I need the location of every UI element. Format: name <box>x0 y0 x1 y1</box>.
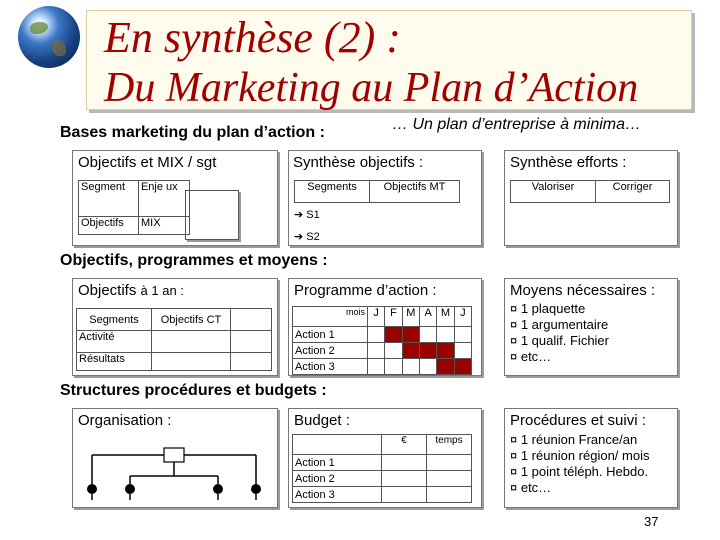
moyens-header: Moyens nécessaires : <box>510 282 656 299</box>
mix-shadow-box <box>185 190 239 240</box>
cell-objectifs: Objectifs <box>79 217 139 235</box>
org-top-box <box>164 448 184 462</box>
cell-segment: Segment <box>79 181 139 217</box>
gantt-table <box>292 306 472 375</box>
row-resultats: Résultats <box>77 353 152 371</box>
page-number: 37 <box>644 514 659 529</box>
section1-heading: Bases marketing du plan d’action : <box>60 124 325 141</box>
month-3: M <box>402 307 419 327</box>
org-node <box>125 484 135 494</box>
section1-tagline: … Un plan d’entreprise à minima… <box>392 116 641 133</box>
gantt-bar <box>402 343 419 359</box>
list-item: ¤ etc… <box>510 349 552 364</box>
budget-col-temps: temps <box>427 435 472 455</box>
list-item: ¤ 1 argumentaire <box>510 317 609 332</box>
synthese-objectifs-header: Synthèse objectifs : <box>293 154 424 171</box>
gantt-mois-label: mois <box>293 307 368 327</box>
organisation-header: Organisation : <box>78 412 172 429</box>
procedures-header: Procédures et suivi : <box>510 412 646 429</box>
month-6: J <box>454 307 471 327</box>
s2-label: ➔ S2 <box>294 231 320 243</box>
row-activite: Activité <box>77 331 152 353</box>
gantt-action-2: Action 2 <box>293 343 368 359</box>
col-segments: Segments <box>295 181 370 203</box>
globe-land-shape-2 <box>52 40 66 56</box>
globe-icon <box>18 6 80 68</box>
gantt-bar <box>437 359 454 375</box>
gantt-bar <box>419 343 436 359</box>
gantt-bar <box>454 359 471 375</box>
month-2: F <box>385 307 402 327</box>
col-corriger: Corriger <box>596 181 670 203</box>
procedures-list <box>510 432 649 496</box>
list-item: ¤ etc… <box>510 480 552 495</box>
org-node <box>87 484 97 494</box>
col-objectifs-ct: Objectifs CT <box>152 309 231 331</box>
list-item: ¤ 1 réunion France/an <box>510 432 638 447</box>
objectifs-an-header: Objectifs à 1 an : <box>78 282 184 299</box>
list-item: ¤ 1 réunion région/ mois <box>510 448 650 463</box>
col-segments-2: Segments <box>77 309 152 331</box>
budget-col-euro: € <box>382 435 427 455</box>
arrow-right-icon: ➔ <box>294 209 304 221</box>
budget-action-2: Action 2 <box>293 471 382 487</box>
list-item: ¤ 1 point téléph. Hebdo. <box>510 464 649 479</box>
section2-heading: Objectifs, programmes et moyens : <box>60 252 328 269</box>
synthese-efforts-table <box>510 180 670 203</box>
title-line-2: Du Marketing au Plan d’Action <box>104 65 639 111</box>
cell-mix: MIX <box>138 217 189 235</box>
col-objectifs-mt: Objectifs MT <box>370 181 460 203</box>
org-chart-diagram <box>78 434 274 504</box>
gantt-bar <box>385 327 402 343</box>
org-node <box>213 484 223 494</box>
list-item: ¤ 1 qualif. Fichier <box>510 333 609 348</box>
objectifs-mix-table <box>78 180 190 235</box>
synthese-efforts-header: Synthèse efforts : <box>510 154 627 171</box>
title-line-1: En synthèse (2) : <box>104 13 401 62</box>
section3-heading: Structures procédures et budgets : <box>60 382 327 399</box>
month-4: A <box>419 307 436 327</box>
month-1: J <box>368 307 385 327</box>
month-5: M <box>437 307 454 327</box>
budget-action-3: Action 3 <box>293 487 382 503</box>
gantt-action-3: Action 3 <box>293 359 368 375</box>
gantt-bar <box>402 327 419 343</box>
programme-header: Programme d’action : <box>294 282 437 299</box>
objectifs-mix-header: Objectifs et MIX / sgt <box>78 154 217 171</box>
gantt-action-1: Action 1 <box>293 327 368 343</box>
budget-table <box>292 434 472 503</box>
arrow-right-icon: ➔ <box>294 231 304 243</box>
list-item: ¤ 1 plaquette <box>510 301 586 316</box>
org-node <box>251 484 261 494</box>
budget-header: Budget : <box>294 412 350 429</box>
synthese-objectifs-table <box>294 180 460 203</box>
moyens-list <box>510 301 609 365</box>
gantt-bar <box>437 343 454 359</box>
budget-action-1: Action 1 <box>293 455 382 471</box>
s1-label: ➔ S1 <box>294 209 320 221</box>
col-valoriser: Valoriser <box>511 181 596 203</box>
cell-enjeux: Enje ux <box>138 181 189 217</box>
objectifs-an-table <box>76 308 272 371</box>
